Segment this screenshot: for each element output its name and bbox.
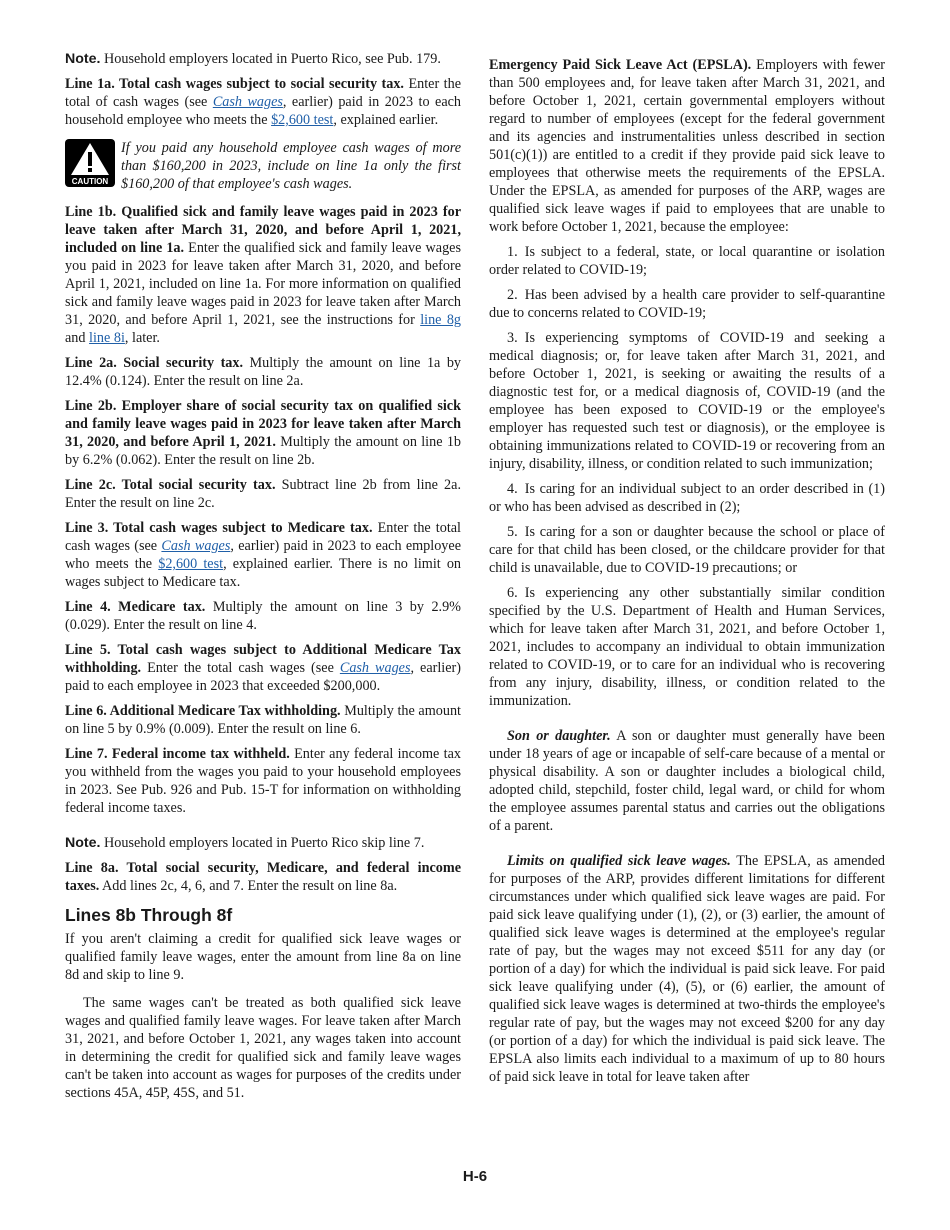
limits-paragraph: Limits on qualified sick leave wages. The EPSLA, as amended for purposes of the ARP, provides different limitations for different circumstances under which qualified sick leave wages are paid. For paid sick leave qualifying under (1), (2), or (3) earlier, the amount of qualified sick leave wages is determined at the employee's regular rate of pay, but the wages may not exceed $511 for any day (or portion of a day) for which the individual is paid sick leave. For paid sick leave qualifying under (4), (5), or (6) earlier, the amount of qualified sick leave wages is determined at two-thirds the employee's regular rate of pay, but the wages may not exceed $200 for any day (or portion of a day) for which the individual is paid sick leave. The EPSLA also limits each individual to a maximum of up to 80 hours of paid sick leave in total for leave taken after: [489, 853, 885, 1085]
left-column: [65, 50, 461, 1109]
caution-text: If you paid any household employee cash wages of more than $160,200 in 2023, include on line 1a only the first $160,200 of that employee's cash wages.: [121, 140, 461, 192]
line-1a: Line 1a. Total cash wages subject to social security tax. Enter the total of cash wages (see Cash wages, earlier) paid in 2023 to each household employee who meets the $2,600 test, explained earlier.: [65, 76, 462, 128]
line-4: Line 4. Medicare tax. Multiply the amount on line 3 by 2.9% (0.029). Enter the result on line 4.: [65, 599, 461, 633]
svg-text:CAUTION: CAUTION: [71, 177, 109, 186]
line-1b: Line 1b. Qualified sick and family leave wages paid in 2023 for leave taken after March 31, 2020, and before April 1, 2021, included on line 1a. Enter the qualified sick and family leave wages you paid in 2023 for leave taken after March 31, 2020, and before April 1, 2021, included on line 1a. For more information on qualified sick and family leave wages paid in 2023 for leave taken after March 31, 2020, and before April 1, 2021, see the instructions for line 8g and line 8i, later.: [65, 204, 462, 346]
list-item: 2. Has been advised by a health care provider to self-quarantine due to concerns related to COVID-19;: [489, 287, 885, 321]
paragraph: If you aren't claiming a credit for qualified sick leave wages or qualified family leave wages, enter the amount from line 8a on line 8d and skip to line 9.: [65, 931, 461, 983]
note-puerto-rico: Note. Household employers located in Puerto Rico, see Pub. 179.: [65, 51, 441, 67]
epsla-paragraph: Emergency Paid Sick Leave Act (EPSLA). Employers with fewer than 500 employees and, for leave taken after March 31, 2021, and before October 1, 2021, certain governmental employers without regard to number of employees (except for the federal government and its agencies and instrumentalities unless described in section 501(c)(1)) are entitled to a credit if they provide paid sick leave to employees that otherwise meets the requirements of the EPSLA. Under the EPSLA, as amended for purposes of the ARP, wages are qualified sick leave wages if paid to employees that are unable to work before October 1, 2021, because the employee:: [489, 57, 885, 235]
cash-wages-link[interactable]: Cash wages: [161, 538, 231, 554]
2600-test-link[interactable]: $2,600 test: [271, 112, 334, 128]
line-8a: Line 8a. Total social security, Medicare, and federal income taxes. Add lines 2c, 4, 6, and 7. Enter the result on line 8a.: [65, 860, 461, 894]
page-number: H-6: [462, 1168, 488, 1185]
list-item: 1. Is subject to a federal, state, or local quarantine or isolation order related to COVID-19;: [489, 244, 885, 278]
son-or-daughter-paragraph: Son or daughter. A son or daughter must generally have been under 18 years of age or incapable of self-care because of a mental or physical disability. A son or daughter includes a biological child, adopted child, stepchild, foster child, legal ward, or child for whom the employee assumes parental status and carries out the obligations of a parent.: [489, 728, 886, 834]
list-item: 4. Is caring for an individual subject to an order described in (1) or who has been advised as described in (2);: [489, 481, 885, 515]
cash-wages-link[interactable]: Cash wages: [212, 94, 283, 110]
paragraph: The same wages can't be treated as both qualified sick leave wages and qualified family leave wages. For leave taken after March 31, 2021, and before October 1, 2021, any wages taken into account in determining the credit for qualified sick and family leave wages can't be taken into account as wages for purposes of the credits under sections 45A, 45P, 45S, and 51.: [65, 995, 461, 1101]
caution-box: [65, 139, 461, 193]
line-2c: Line 2c. Total social security tax. Subtract line 2b from line 2a. Enter the result on line 2c.: [65, 477, 461, 511]
line-7: Line 7. Federal income tax withheld. Enter any federal income tax you withheld from the wages you paid to your household employees in 2023. See Pub. 926 and Pub. 15-T for information on withholding federal income taxes.: [65, 746, 461, 816]
note-skip-line-7: Note. Household employers located in Puerto Rico skip line 7.: [65, 835, 425, 851]
caution-icon: [65, 139, 115, 187]
cash-wages-link[interactable]: Cash wages: [339, 660, 411, 676]
line-8i-link[interactable]: line 8i: [89, 330, 125, 346]
list-item: 6. Is experiencing any other substantially similar condition specified by the U.S. Department of Health and Human Services, which for leave taken after March 31, 2021, and before October 1, 2021, includes to accompany an individual to obtain immunization related to COVID-19, or to care for an individual who is recovering from any injury, disability, illness, or condition related to the immunization.: [489, 585, 885, 709]
line-8g-link[interactable]: line 8g: [420, 312, 462, 328]
line-3: Line 3. Total cash wages subject to Medicare tax. Enter the total cash wages (see Cash wages, earlier) paid in 2023 to each employee who meets the $2,600 test, explained earlier. There is no limit on wages subject to Medicare tax.: [65, 520, 462, 590]
section-heading: Lines 8b Through 8f: [65, 905, 233, 925]
line-2a: Line 2a. Social security tax. Multiply the amount on line 1a by 12.4% (0.124). Enter the result on line 2a.: [65, 355, 462, 389]
list-item: 5. Is caring for a son or daughter because the school or place of care for that child has been closed, or the childcare provider for that child is unavailable, due to COVID-19 precautions; or: [489, 524, 885, 576]
list-item: 3. Is experiencing symptoms of COVID-19 and seeking a medical diagnosis; or, for leave taken after March 31, 2021, and before October 1, 2021, is seeking or awaiting the results of a diagnostic test for, or a medical diagnosis of, COVID-19 (and the employee has been exposed to COVID-19 or the employee's employer has requested such test or diagnosis), or the employee is obtaining immunizations related to COVID-19 or recovering from an injury, disability, illness, or condition related to such immunization;: [489, 330, 885, 472]
2600-test-link[interactable]: $2,600 test: [158, 556, 224, 572]
line-5: Line 5. Total cash wages subject to Additional Medicare Tax withholding. Enter the total cash wages (see Cash wages, earlier) paid to each employee in 2023 that exceeded $200,000.: [65, 642, 461, 694]
line-2b: Line 2b. Employer share of social security tax on qualified sick and family leave wages paid in 2023 for leave taken after March 31, 2020, and before April 1, 2021. Multiply the amount on line 1b by 6.2% (0.062). Enter the result on line 2b.: [65, 398, 462, 468]
line-6: Line 6. Additional Medicare Tax withholding. Multiply the amount on line 5 by 0.9% (0.009). Enter the result on line 6.: [65, 703, 461, 737]
right-column: [489, 56, 885, 1093]
